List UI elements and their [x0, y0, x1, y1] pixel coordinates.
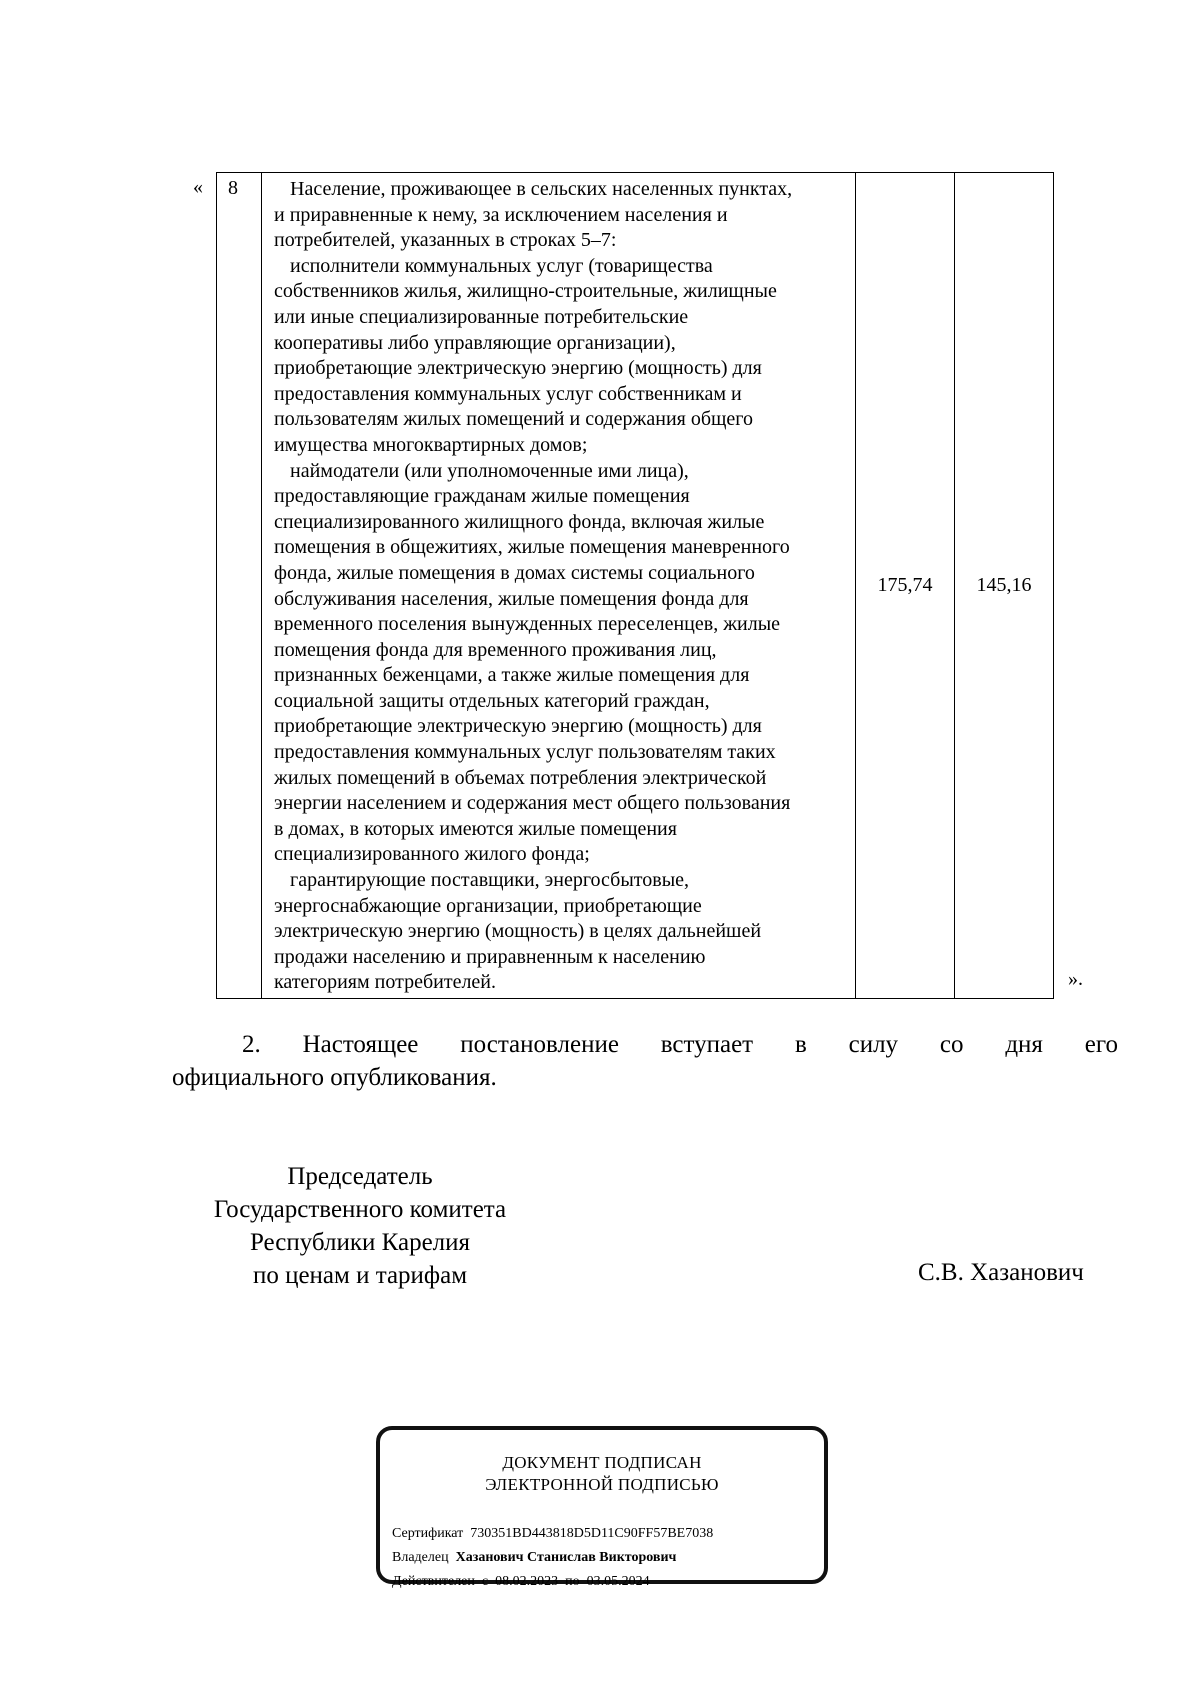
row-number-cell [217, 173, 262, 999]
description-line: специализированного жилищного фонда, включая жилые [274, 510, 765, 533]
description-line: помещения в общежитиях, жилые помещения маневренного [274, 536, 790, 559]
description-line: пользователям жилых помещений и содержания общего [274, 408, 754, 431]
certificate-label: Сертификат [392, 1526, 464, 1541]
tariff-value-2: 145,16 [955, 173, 1054, 999]
description-line: временного поселения вынужденных переселенцев, жилые [274, 613, 781, 636]
valid-to-date: 03.05.2024 [586, 1574, 650, 1589]
description-line: приобретающие электрическую энергию (мощность) для [274, 715, 762, 738]
description-line: помещения фонда для временного проживания лиц, [274, 638, 717, 661]
paragraph-2-line-1 [172, 1028, 1118, 1061]
description-line: предоставления коммунальных услуг пользователям таких [274, 741, 776, 764]
valid-to-label: по [565, 1574, 580, 1589]
paragraph-word: постановление [460, 1031, 619, 1058]
description-line: приобретающие электрическую энергию (мощность) для [274, 357, 762, 380]
paragraph-word: силу [848, 1031, 899, 1058]
stamp-certificate-row [392, 1522, 713, 1546]
signer-position-line: Председатель [287, 1163, 433, 1190]
valid-from-label: с [481, 1574, 489, 1589]
owner-name: Хазанович Станислав Викторович [455, 1550, 677, 1565]
paragraph-word: Настоящее [302, 1031, 419, 1058]
description-line: энергоснабжающие организации, приобретающие [274, 894, 702, 917]
tariff-value-1: 175,74 [856, 173, 955, 999]
paragraph-2 [172, 1028, 1118, 1094]
stamp-title-line: ДОКУМЕНТ ПОДПИСАН [502, 1453, 702, 1472]
table-row [217, 173, 1054, 999]
description-line: социальной защиты отдельных категорий граждан, [274, 689, 710, 712]
description-line: имущества многоквартирных домов; [274, 433, 588, 456]
signer-name: С.В. Хазанович [918, 1259, 1084, 1286]
description-line: предоставления коммунальных услуг собственникам и [274, 382, 742, 405]
paragraph-2-line-2: официального опубликования. [172, 1064, 497, 1091]
tariff-table [216, 172, 1054, 999]
description-line: признанных беженцами, а также жилые помещения для [274, 664, 750, 687]
electronic-signature-stamp [376, 1426, 828, 1589]
description-line: в домах, в которых имеются жилые помещения [274, 817, 677, 840]
description-line: категориям потребителей. [274, 971, 497, 994]
signer-position-line: Республики Карелия [249, 1229, 471, 1256]
description-line: фонда, жилые помещения в домах системы социального [274, 561, 755, 584]
paragraph-word: 2. [242, 1031, 261, 1058]
stamp-details [392, 1522, 713, 1594]
row-description [262, 173, 855, 998]
stamp-title [380, 1452, 824, 1496]
description-line: предоставляющие гражданам жилые помещения [274, 485, 690, 508]
paragraph-word: в [794, 1031, 807, 1058]
opening-quote: « [193, 176, 203, 198]
row-description-cell [262, 173, 856, 999]
description-line: собственников жилья, жилищно-строительные, жилищные [274, 280, 777, 303]
paragraph-word: его [1084, 1031, 1118, 1058]
description-line: или иные специализированные потребительские [274, 305, 689, 328]
valid-label: Действителен [392, 1574, 475, 1589]
signer-position-line: по ценам и тарифам [252, 1262, 468, 1289]
description-line: жилых помещений в объемах потребления электрической [274, 766, 767, 789]
description-line: электрическую энергию (мощность) в целях дальнейшей [274, 920, 762, 943]
paragraph-word: вступает [660, 1031, 754, 1058]
description-line: исполнители коммунальных услуг (товарищества [290, 254, 713, 277]
description-line: энергии населением и содержания мест общего пользования [274, 792, 791, 815]
description-line: продажи населению и приравненным к населению [274, 945, 706, 968]
description-line: обслуживания населения, жилые помещения фонда для [274, 587, 749, 610]
owner-label: Владелец [392, 1550, 449, 1565]
paragraph-word: со [939, 1031, 964, 1058]
stamp-validity-row [392, 1570, 713, 1594]
closing-quote: ». [1068, 968, 1083, 990]
description-line: гарантирующие поставщики, энергосбытовые, [290, 869, 690, 892]
stamp-owner-row [392, 1546, 713, 1570]
description-line: специализированного жилого фонда; [274, 843, 590, 866]
signer-position [170, 1160, 550, 1292]
certificate-id: 730351BD443818D5D11C90FF57BE7038 [470, 1526, 714, 1541]
signer-position-line: Государственного комитета [213, 1196, 507, 1223]
description-line: потребителей, указанных в строках 5–7: [274, 229, 617, 252]
valid-from-date: 08.02.2023 [495, 1574, 559, 1589]
description-line: наймодатели (или уполномоченные ими лица), [290, 459, 689, 482]
description-line: кооперативы либо управляющие организации), [274, 331, 676, 354]
description-line: и приравненные к нему, за исключением населения и [274, 203, 728, 226]
row-number: 8 [228, 177, 238, 199]
paragraph-word: дня [1005, 1031, 1043, 1058]
stamp-title-line: ЭЛЕКТРОННОЙ ПОДПИСЬЮ [485, 1475, 719, 1494]
description-line: Население, проживающее в сельских населенных пунктах, [290, 178, 793, 200]
